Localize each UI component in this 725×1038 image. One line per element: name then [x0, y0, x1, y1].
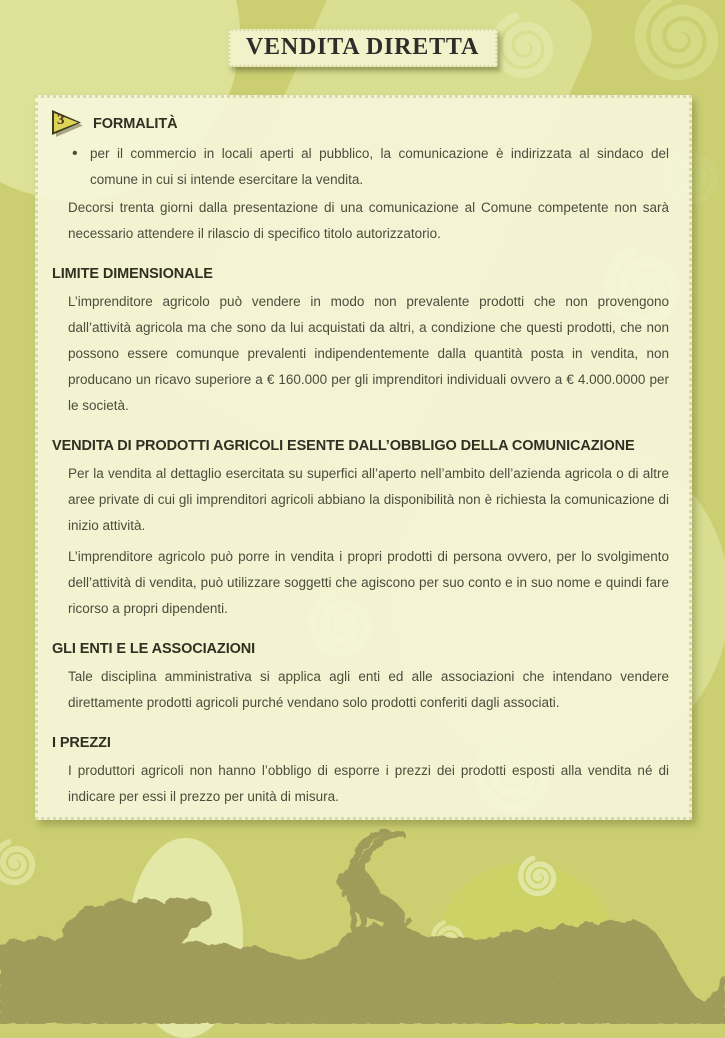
paragraph: L’imprenditore agricolo può vendere in modo non prevalente prodotti che non provengono dall’attività agricola ma che sono da lui acquistati da altri, a condizione che questi prodotti, che non possono essere comunque prevalenti indipendentemente dalla quantità posta in vendita, non producano un ricavo superiore a € 160.000 per gli imprenditori individuali ovvero a € 4.000.0000 per le società.	[68, 294, 669, 413]
footer-landscape	[0, 809, 725, 1024]
section-limite-dimensionale	[52, 263, 669, 419]
paragraph: Tale disciplina amministrativa si applica agli enti ed alle associazioni che intendano vendere direttamente prodotti agricoli purché vendano solo prodotti conferiti dagli associati.	[68, 669, 669, 710]
section-vendita-esente	[52, 435, 669, 622]
spiral-icon	[486, 8, 564, 86]
section-heading: I PREZZI	[52, 735, 111, 751]
paragraph: Decorsi trenta giorni dalla presentazione di una comunicazione al Comune competente non sarà necessario attendere il rilascio di specifico titolo autorizzatorio.	[68, 200, 669, 241]
paragraph: L’imprenditore agricolo può porre in vendita i propri prodotti di persona ovvero, per lo svolgimento dell’attività di vendita, può utilizzare soggetti che agiscono per suo conto e in suo nome e quindi fare ricorso a propri dipendenti.	[68, 549, 669, 616]
section-enti-associazioni	[52, 638, 669, 716]
content-panel	[35, 95, 692, 820]
section-heading: GLI ENTI E LE ASSOCIAZIONI	[52, 641, 256, 657]
section-number-marker	[52, 110, 83, 137]
title-ribbon	[228, 29, 497, 67]
paragraph: I produttori agricoli non hanno l’obbligo di esporre i prezzi dei prodotti esposti alla vendita né di indicare per essi il prezzo per unità di misura.	[68, 763, 669, 804]
page-title: VENDITA DIRETTA	[245, 34, 480, 60]
section-heading: LIMITE DIMENSIONALE	[52, 266, 213, 282]
bullet-list	[52, 141, 669, 193]
section-formalita	[52, 110, 669, 247]
bullet-item: • per il commercio in locali aperti al pubblico, la comunicazione è indirizzata al sindaco del comune in cui si intende esercitare la vendita.	[70, 141, 669, 193]
section-prezzi	[52, 732, 669, 810]
section-heading: FORMALITÀ	[93, 115, 178, 132]
spiral-icon	[628, 0, 725, 91]
section-number: 3	[57, 112, 65, 128]
section-heading: VENDITA DI PRODOTTI AGRICOLI ESENTE DALL’OBBLIGO DELLA COMUNICAZIONE	[52, 438, 635, 454]
paragraph: Per la vendita al dettaglio esercitata su superfici all’aperto nell’ambito dell’azienda agricola o di altre aree private di cui gli imprenditori agricoli abbiano la disponibilità non è richiesta la comunicazione di inizio attività.	[68, 466, 669, 533]
